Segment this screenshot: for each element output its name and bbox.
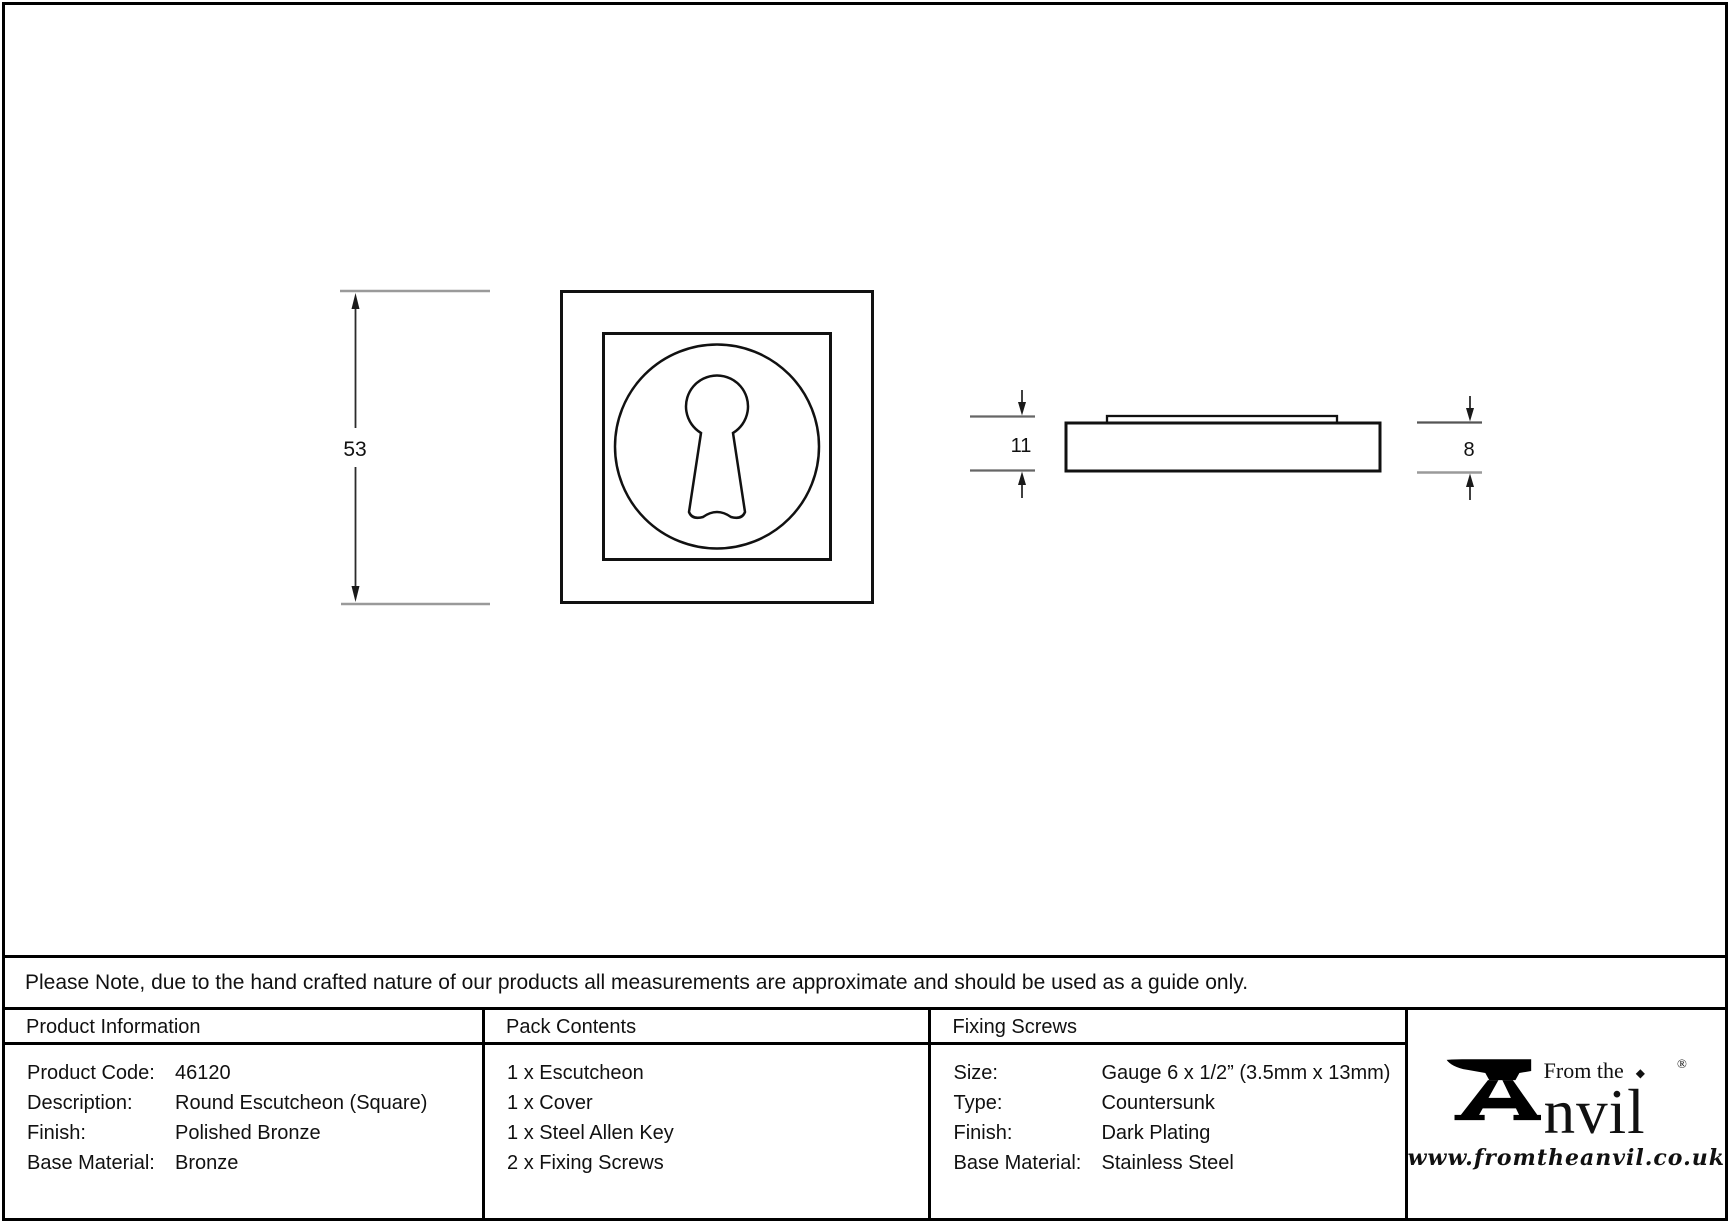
brand-logo-cell (1408, 1010, 1725, 1218)
product-information-body (5, 1045, 482, 1218)
pack-contents-column (485, 1010, 931, 1218)
info-table (5, 1007, 1725, 1218)
keyhole-icon (686, 375, 748, 517)
product-information-column (5, 1010, 485, 1218)
table-row (953, 1088, 1404, 1118)
from-the-anvil-logo (1408, 1057, 1725, 1170)
row-label: Finish: (953, 1122, 1013, 1144)
dimension-11 (970, 390, 1035, 498)
pack-contents-body (485, 1045, 928, 1218)
row-label: Base Material: (953, 1152, 1082, 1174)
table-row (27, 1118, 482, 1148)
row-label: Type: (953, 1092, 1003, 1114)
row-value: Dark Plating (1101, 1122, 1211, 1144)
logo-prefix: From the (1543, 1058, 1624, 1084)
side-view-body (1066, 423, 1380, 471)
logo-text-block (1543, 1056, 1687, 1148)
row-label: Description: (27, 1092, 133, 1114)
anvil-letter-a-icon (1446, 1057, 1541, 1123)
row-value: Gauge 6 x 1/2” (3.5mm x 13mm) (1101, 1062, 1391, 1084)
front-view-outer-square (562, 292, 873, 603)
dim11-value: 11 (1010, 435, 1032, 457)
dimension-8 (1417, 396, 1482, 500)
table-row (27, 1058, 482, 1088)
table-row (953, 1148, 1404, 1178)
fixing-screws-body (931, 1045, 1404, 1218)
front-view-inner-square (604, 334, 831, 560)
logo-website-url: www.fromtheanvil.co.uk (1407, 1144, 1725, 1171)
dimension-53 (340, 291, 490, 604)
row-value: 46120 (175, 1062, 231, 1084)
dim53-arrow-down-icon (352, 586, 360, 602)
row-label: Product Code: (27, 1062, 155, 1084)
list-item: 1 x Escutcheon (507, 1062, 644, 1084)
row-value: Countersunk (1101, 1092, 1215, 1114)
sheet-footer (5, 955, 1725, 1218)
row-label: Finish: (27, 1122, 86, 1144)
note-text: Please Note, due to the hand crafted nature of our products all measurements are approximate and should be used as a guide only. (25, 970, 1249, 994)
measurement-note (5, 955, 1725, 1007)
row-value: Bronze (175, 1152, 239, 1174)
dim11-arrow-down-icon (1018, 402, 1026, 416)
dim8-value: 8 (1463, 439, 1475, 461)
dim8-arrow-up-icon (1466, 474, 1474, 488)
dim53-arrow-up-icon (352, 293, 360, 309)
dim53-value: 53 (343, 438, 367, 461)
side-view-drawing (1066, 416, 1380, 471)
fixing-screws-header: Fixing Screws (931, 1010, 1404, 1045)
diamond-icon: ◆ (1635, 1065, 1645, 1080)
pack-contents-header: Pack Contents (485, 1010, 928, 1045)
front-view-drawing (562, 292, 873, 603)
table-row (27, 1088, 482, 1118)
row-label: Base Material: (27, 1152, 155, 1174)
row-value: Polished Bronze (175, 1122, 321, 1144)
fixing-screws-column (931, 1010, 1407, 1218)
product-information-header: Product Information (5, 1010, 482, 1045)
list-item: 1 x Steel Allen Key (507, 1122, 674, 1144)
dim8-arrow-down-icon (1466, 408, 1474, 422)
table-row (953, 1118, 1404, 1148)
row-value: Stainless Steel (1101, 1152, 1234, 1174)
logo-wordmark (1446, 1056, 1687, 1148)
table-row (27, 1148, 482, 1178)
registered-mark: ® (1676, 1056, 1687, 1072)
list-item: 1 x Cover (507, 1092, 593, 1114)
list-item: 2 x Fixing Screws (507, 1152, 664, 1174)
dim11-arrow-up-icon (1018, 472, 1026, 486)
table-row (953, 1058, 1404, 1088)
logo-brand-name: nvil (1543, 1077, 1646, 1148)
row-value: Round Escutcheon (Square) (175, 1092, 428, 1114)
row-label: Size: (953, 1062, 998, 1084)
